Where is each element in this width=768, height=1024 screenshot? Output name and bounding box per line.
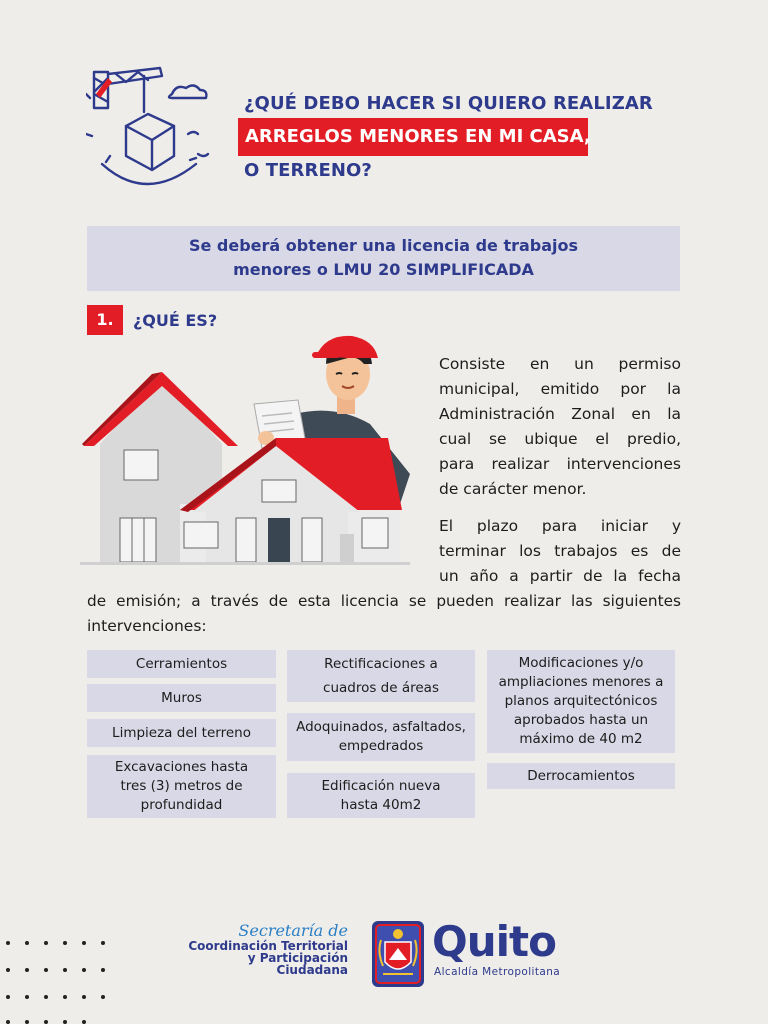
- alcaldia-label: Alcaldía Metropolitana: [434, 966, 561, 978]
- license-banner: [87, 226, 680, 291]
- section-number: 1.: [87, 305, 123, 335]
- p2-line: terminar los trabajos es de: [439, 542, 681, 560]
- house-worker-illustration: [80, 334, 430, 566]
- p1-line: cual se ubique el predio,: [439, 430, 681, 448]
- banner-line-1: Se deberá obtener una licencia de trabajos: [188, 236, 579, 255]
- secretaria-script: Secretaría de: [238, 921, 348, 940]
- construction-icon: [86, 64, 211, 194]
- secretaria-line: Ciudadana: [276, 963, 348, 977]
- intervention-item: Modificaciones y/o ampliaciones menores a planos arquitectónicos aprobados hasta un máximo de 40 m2: [487, 650, 675, 753]
- p1-line: Consiste en un permiso: [439, 355, 681, 373]
- secretaria-line: Coordinación Territorial: [188, 939, 348, 953]
- paragraph-2-last: intervenciones:: [87, 617, 207, 635]
- p1-line: municipal, emitido por la: [439, 380, 681, 398]
- title-line-3: O TERRENO?: [244, 160, 372, 181]
- p1-line: para realizar intervenciones: [439, 455, 681, 473]
- intervention-item: Muros: [87, 684, 276, 712]
- intervention-item: Cerramientos: [87, 650, 276, 678]
- p1-line: Administración Zonal en la: [439, 405, 681, 423]
- intervention-item: Adoquinados, asfaltados, empedrados: [287, 713, 475, 761]
- section-title: ¿QUÉ ES?: [133, 311, 218, 330]
- intervention-item: Rectificaciones a cuadros de áreas: [287, 650, 475, 702]
- title-line-2: ARREGLOS MENORES EN MI CASA,: [245, 126, 591, 147]
- paragraph-1: [439, 352, 681, 502]
- p2-line: un año a partir de la fecha: [439, 567, 681, 585]
- title-line-1: ¿QUÉ DEBO HACER SI QUIERO REALIZAR: [244, 93, 653, 114]
- intervention-item: Edificación nueva hasta 40m2: [287, 773, 475, 818]
- paragraph-2-full: de emisión; a través de esta licencia se pueden realizar las siguientes: [87, 592, 681, 610]
- intervention-item: Excavaciones hasta tres (3) metros de profundidad: [87, 755, 276, 818]
- quito-coat-of-arms-icon: [371, 920, 425, 988]
- p2-line: El plazo para iniciar y: [439, 517, 681, 535]
- secretaria-logo: [160, 922, 348, 976]
- intervention-item: Limpieza del terreno: [87, 719, 276, 747]
- secretaria-line: y Participación: [247, 951, 348, 965]
- title-highlight: [238, 118, 591, 156]
- banner-line-2: menores o LMU 20 SIMPLIFICADA: [233, 260, 534, 279]
- paragraph-2: [439, 514, 681, 589]
- intervention-item: Derrocamientos: [487, 763, 675, 789]
- p1-line: de carácter menor.: [439, 480, 587, 498]
- quito-wordmark: Quito: [432, 917, 556, 966]
